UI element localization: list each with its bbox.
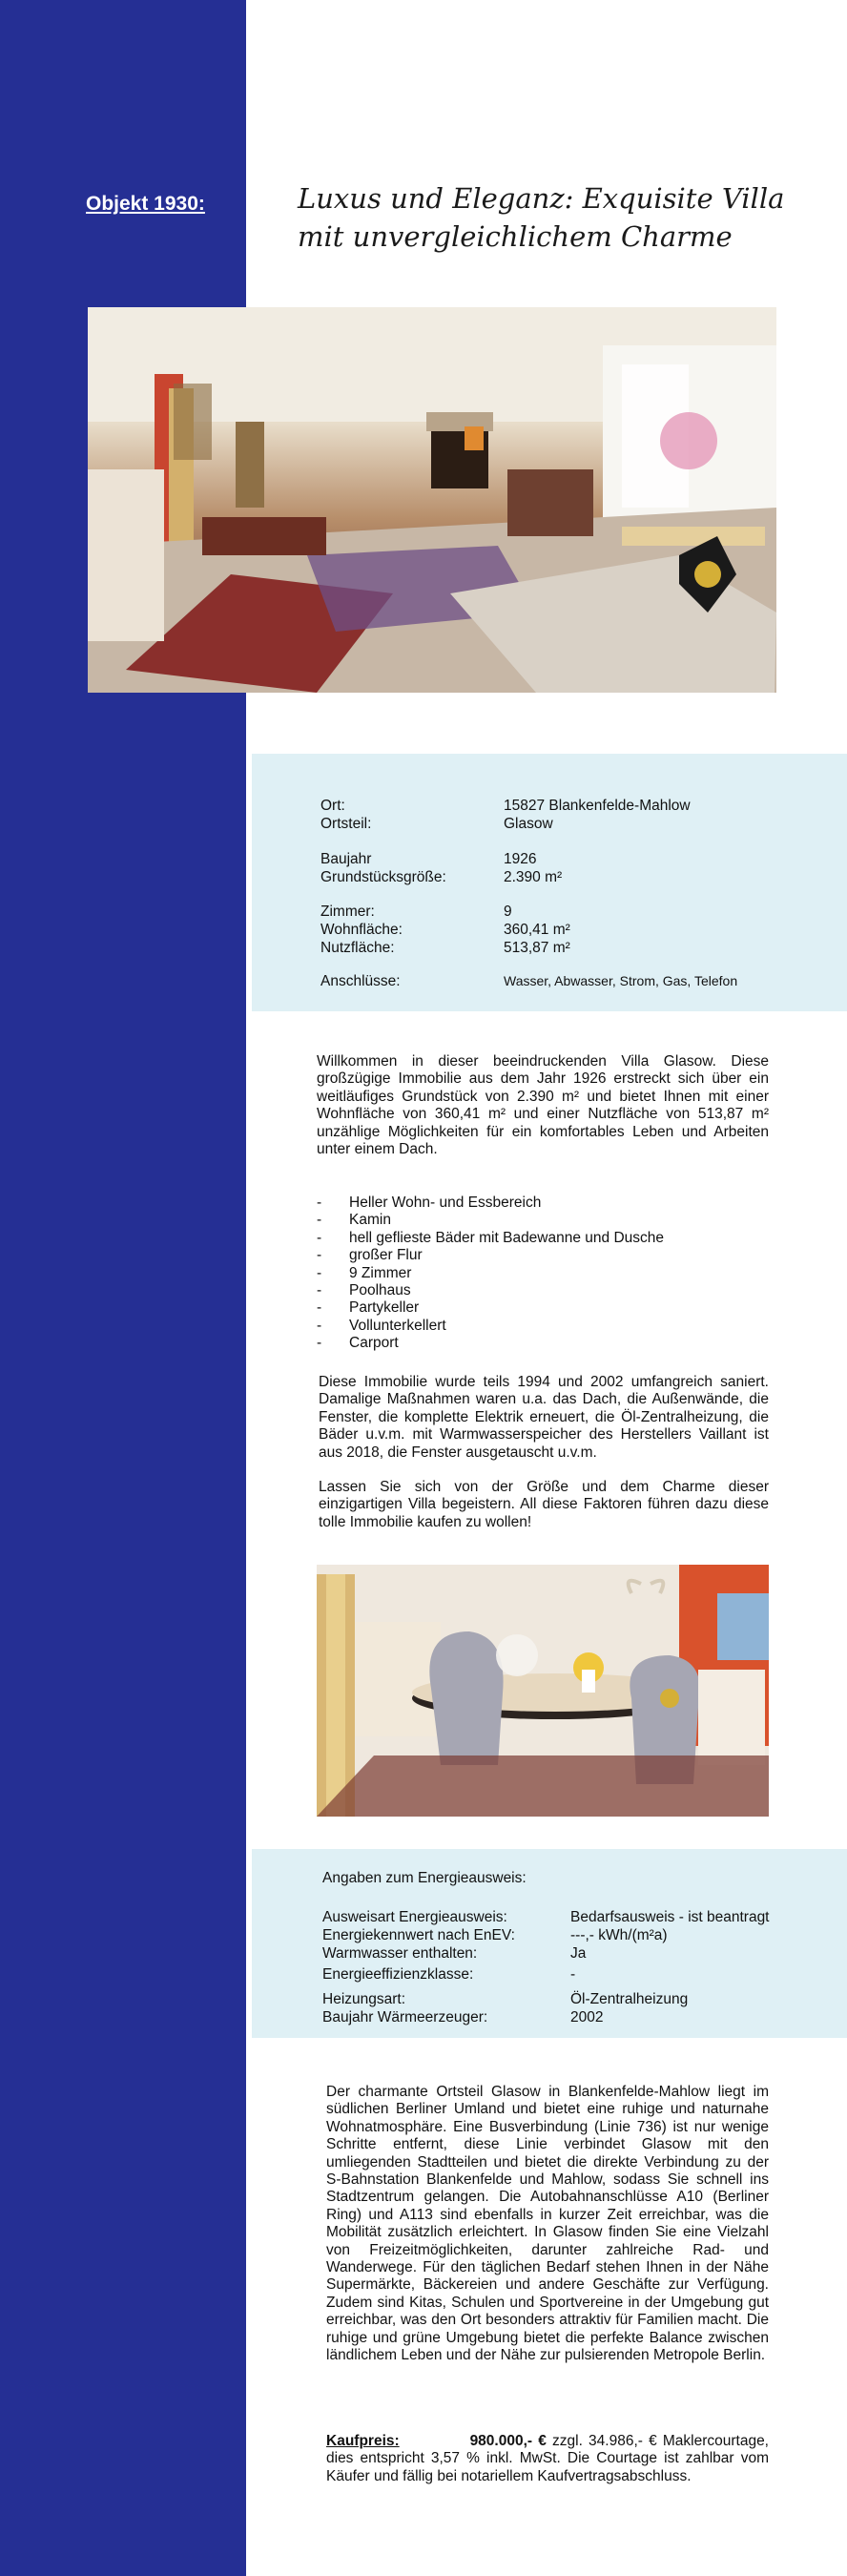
fact-value-ort: 15827 Blankenfelde-Mahlow: [504, 798, 691, 814]
energy-label-baujahr-waermeerzeuger: Baujahr Wärmeerzeuger:: [322, 2009, 488, 2025]
fact-label-wohnflaeche: Wohnfläche:: [320, 922, 403, 938]
fact-label-baujahr: Baujahr: [320, 851, 372, 867]
location-paragraph: Der charmante Ortsteil Glasow in Blankenfelde-Mahlow liegt im südlichen Berliner Umland und bietet eine ruhige und naturnahe Wohnatmosphäre. Eine Busverbindung (Linie 736) ist nur wenige Schritte entfernt, diese Linie verbindet Glasow mit den umliegenden Stadtteilen und bietet die direkte Verbindung zu der S-Bahnstation Blankenfelde und Mahlow, sodass Sie schnell ins Stadtzentrum gelangen. Die Autobahnanschlüsse A10 (Berliner Ring) und A113 sind ebenfalls in kurzer Zeit erreichbar, was die Mobilität zusätzlich erleichtert. In Glasow finden Sie eine Vielzahl von Freizeitmöglichkeiten, darunter zahlreiche Rad- und Wanderwege. Für den täglichen Bedarf stehen Ihnen in der Nähe Supermärkte, Bäckereien und andere Geschäfte zur Verfügung. Zudem sind Kitas, Schulen und Sportvereine in der Umgebung gut erreichbar, was den Ort besonders attraktiv für Familien macht. Die ruhige und grüne Umgebung bietet die perfekte Balance zwischen ländlichem Leben und der Nähe zur pulsierenden Metropole Berlin.: [326, 2084, 769, 2364]
fact-label-grundstueck: Grundstücksgröße:: [320, 869, 446, 885]
energy-label-ausweisart: Ausweisart Energieausweis:: [322, 1909, 507, 1925]
list-item: - Heller Wohn- und Essbereich: [317, 1195, 775, 1212]
dining-room-illustration: [317, 1565, 769, 1817]
price-label: Kaufpreis:: [326, 2433, 400, 2449]
energy-value-effizienzklasse: -: [570, 1966, 576, 1983]
price-value: 980.000,- €: [469, 2433, 547, 2449]
fact-value-anschluesse: Wasser, Abwasser, Strom, Gas, Telefon: [504, 973, 738, 988]
closing-paragraph: Lassen Sie sich von der Größe und dem Charme dieser einzigartigen Villa begeistern. All diese Faktoren führen dazu diese tolle Immobilie kaufen zu wollen!: [319, 1479, 769, 1530]
list-item: - Poolhaus: [317, 1282, 775, 1299]
living-room-illustration: [88, 307, 776, 693]
list-item: - Partykeller: [317, 1299, 775, 1317]
renovation-paragraph: Diese Immobilie wurde teils 1994 und 2002 umfangreich saniert. Damalige Maßnahmen waren u.a. das Dach, die Außenwände, die Fenster, die komplette Elektrik erneuert, die Öl-Zentralheizung, die Bäder u.v.m. mit Warmwasserspeicher des Herstellers Vaillant ist aus 2018, die Fenster ausgetauscht u.v.m.: [319, 1374, 769, 1461]
page-title: Luxus und Eleganz: Exquisite Villa mit unvergleichlichem Charme: [298, 182, 785, 253]
energy-label-effizienzklasse: Energieeffizienzklasse:: [322, 1966, 474, 1983]
fact-label-nutzflaeche: Nutzfläche:: [320, 940, 395, 956]
fact-value-baujahr: 1926: [504, 851, 537, 867]
energy-value-ausweisart: Bedarfsausweis - ist beantragt: [570, 1909, 770, 1925]
dining-room-photo: [317, 1565, 769, 1817]
fact-label-ort: Ort:: [320, 798, 345, 814]
energy-heading: Angaben zum Energieausweis:: [322, 1870, 527, 1886]
price-details: zzgl. 34.986,- € Maklercourtage, dies entspricht 3,57 % inkl. MwSt. Die Courtage ist zahlbar vom Käufer und fällig bei notariellem Kaufvertragsabschluss.: [326, 2433, 769, 2484]
list-item: - Vollunterkellert: [317, 1318, 775, 1335]
list-item: - Carport: [317, 1335, 775, 1352]
list-item: - Kamin: [317, 1212, 775, 1229]
energy-value-baujahr-waermeerzeuger: 2002: [570, 2009, 604, 2025]
list-item: - 9 Zimmer: [317, 1265, 775, 1282]
energy-value-kennwert: ---,- kWh/(m²a): [570, 1927, 668, 1943]
fact-label-anschluesse: Anschlüsse:: [320, 973, 401, 989]
fact-value-ortsteil: Glasow: [504, 816, 553, 832]
feature-list: [317, 1195, 775, 1353]
fact-value-nutzflaeche: 513,87 m²: [504, 940, 570, 956]
fact-label-zimmer: Zimmer:: [320, 904, 375, 920]
fact-label-ortsteil: Ortsteil:: [320, 816, 372, 832]
fact-value-grundstueck: 2.390 m²: [504, 869, 563, 885]
energy-value-warmwasser: Ja: [570, 1945, 587, 1962]
living-room-photo: [88, 307, 776, 693]
fact-value-zimmer: 9: [504, 904, 512, 920]
list-item: - großer Flur: [317, 1247, 775, 1264]
list-item: - hell geflieste Bäder mit Badewanne und Dusche: [317, 1230, 775, 1247]
energy-value-heizungsart: Öl-Zentralheizung: [570, 1991, 689, 2007]
intro-paragraph: Willkommen in dieser beeindruckenden Villa Glasow. Diese großzügige Immobilie aus dem Jahr 1926 erstreckt sich über ein weitläufiges Grundstück von 2.390 m² und bietet Ihnen mit einer Wohnfläche von 360,41 m² und einer Nutzfläche von 513,87 m² unzählige Möglichkeiten für ein komfortables Leben und Arbeiten unter einem Dach.: [317, 1053, 769, 1158]
energy-label-heizungsart: Heizungsart:: [322, 1991, 406, 2007]
price-block: [326, 2433, 769, 2485]
object-number-label: Objekt 1930:: [86, 193, 205, 215]
energy-label-kennwert: Energiekennwert nach EnEV:: [322, 1927, 515, 1943]
energy-label-warmwasser: Warmwasser enthalten:: [322, 1945, 478, 1962]
fact-value-wohnflaeche: 360,41 m²: [504, 922, 570, 938]
